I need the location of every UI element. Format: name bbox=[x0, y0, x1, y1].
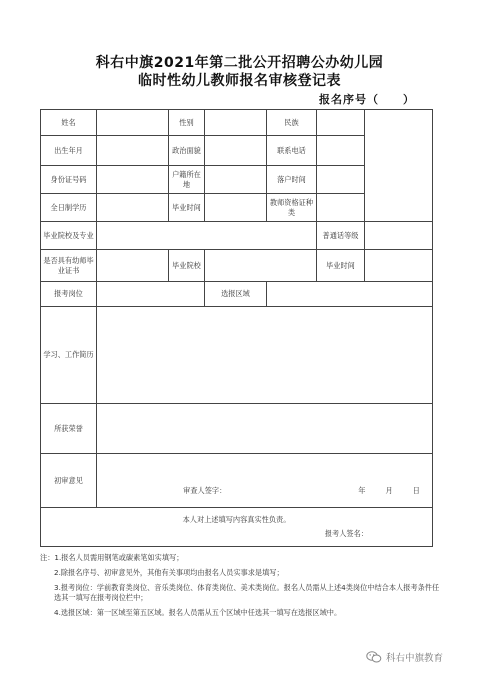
gender-label: 性别 bbox=[169, 110, 205, 136]
fulltime-edu-label: 全日制学历 bbox=[41, 194, 97, 222]
year-label: 年 bbox=[358, 486, 366, 495]
grad-time-field[interactable] bbox=[205, 194, 267, 222]
mandarin-label: 普通话等级 bbox=[317, 222, 365, 250]
hukou-field[interactable] bbox=[205, 166, 267, 194]
birth-label: 出生年月 bbox=[41, 136, 97, 166]
region-field[interactable] bbox=[267, 282, 433, 307]
cert-type-label: 教师资格证种类 bbox=[267, 194, 317, 222]
declaration-text: 本人对上述填写内容真实性负责。 bbox=[182, 515, 291, 524]
school-major-label: 毕业院校及专业 bbox=[41, 222, 97, 250]
preschool-cert-label: 是否具有幼师毕业证书 bbox=[41, 250, 97, 282]
serial-number-label: 报名序号（ ） bbox=[319, 93, 415, 106]
resume-field[interactable] bbox=[97, 307, 433, 404]
awards-label: 所获荣誉 bbox=[41, 404, 97, 454]
gender-field[interactable] bbox=[205, 110, 267, 136]
month-label: 月 bbox=[385, 486, 393, 495]
grad-school-label: 毕业院校 bbox=[169, 250, 205, 282]
preschool-cert-field[interactable] bbox=[97, 250, 169, 282]
note-3: 3.报考岗位：学前教育类岗位、音乐类岗位、体育类岗位、美术类岗位。报名人员需从上述4类岗位中结合本人报考条件任选其一填写在报考岗位栏中； bbox=[54, 583, 440, 602]
note-2: 2.除报名序号、初审意见外，其他有关事项均由报名人员实事求是填写； bbox=[54, 568, 284, 577]
day-label: 日 bbox=[412, 486, 420, 495]
settle-time-label: 落户时间 bbox=[267, 166, 317, 194]
name-label: 姓名 bbox=[41, 110, 97, 136]
resume-label: 学习、工作简历 bbox=[41, 307, 97, 404]
watermark-text: 科右中旗教育 bbox=[386, 653, 444, 664]
political-field[interactable] bbox=[205, 136, 267, 166]
position-field[interactable] bbox=[97, 282, 205, 307]
birth-field[interactable] bbox=[97, 136, 169, 166]
ethnicity-field[interactable] bbox=[317, 110, 365, 136]
wechat-icon bbox=[366, 651, 382, 663]
hukou-label: 户籍所在地 bbox=[169, 166, 205, 194]
note-1: 注：1.报名人员需用钢笔或碳素笔如实填写； bbox=[40, 553, 184, 562]
settle-time-field[interactable] bbox=[317, 166, 365, 194]
review-field[interactable] bbox=[97, 454, 433, 508]
id-number-field[interactable] bbox=[97, 166, 169, 194]
grad-time2-field[interactable] bbox=[365, 250, 433, 282]
photo-box bbox=[365, 110, 433, 222]
note-4: 4.选报区域：第一区域至第五区域。报名人员需从五个区域中任选其一填写在选报区域中。 bbox=[54, 608, 342, 617]
school-major-field[interactable] bbox=[97, 222, 317, 250]
reviewer-sign-label: 审查人签字： bbox=[183, 486, 227, 495]
form-title-line1: 科右中旗2021年第二批公开招聘公办幼儿园 bbox=[95, 55, 384, 71]
region-label: 选报区域 bbox=[205, 282, 267, 307]
political-label: 政治面貌 bbox=[169, 136, 205, 166]
ethnicity-label: 民族 bbox=[267, 110, 317, 136]
watermark bbox=[366, 650, 443, 664]
grad-school-field[interactable] bbox=[205, 250, 317, 282]
cert-type-field[interactable] bbox=[317, 194, 365, 222]
review-label: 初审意见 bbox=[41, 454, 97, 508]
phone-field[interactable] bbox=[317, 136, 365, 166]
fulltime-edu-field[interactable] bbox=[97, 194, 169, 222]
position-label: 报考岗位 bbox=[41, 282, 97, 307]
registration-form-table bbox=[40, 109, 433, 547]
name-field[interactable] bbox=[97, 110, 169, 136]
notes-section bbox=[40, 553, 440, 623]
id-number-label: 身份证号码 bbox=[41, 166, 97, 194]
mandarin-field[interactable] bbox=[365, 222, 433, 250]
declaration-cell bbox=[41, 508, 433, 547]
grad-time2-label: 毕业时间 bbox=[317, 250, 365, 282]
form-title-line2: 临时性幼儿教师报名审核登记表 bbox=[138, 73, 341, 89]
awards-field[interactable] bbox=[97, 404, 433, 454]
phone-label: 联系电话 bbox=[267, 136, 317, 166]
grad-time-label: 毕业时间 bbox=[169, 194, 205, 222]
applicant-sign-label: 报考人签名： bbox=[324, 529, 368, 538]
